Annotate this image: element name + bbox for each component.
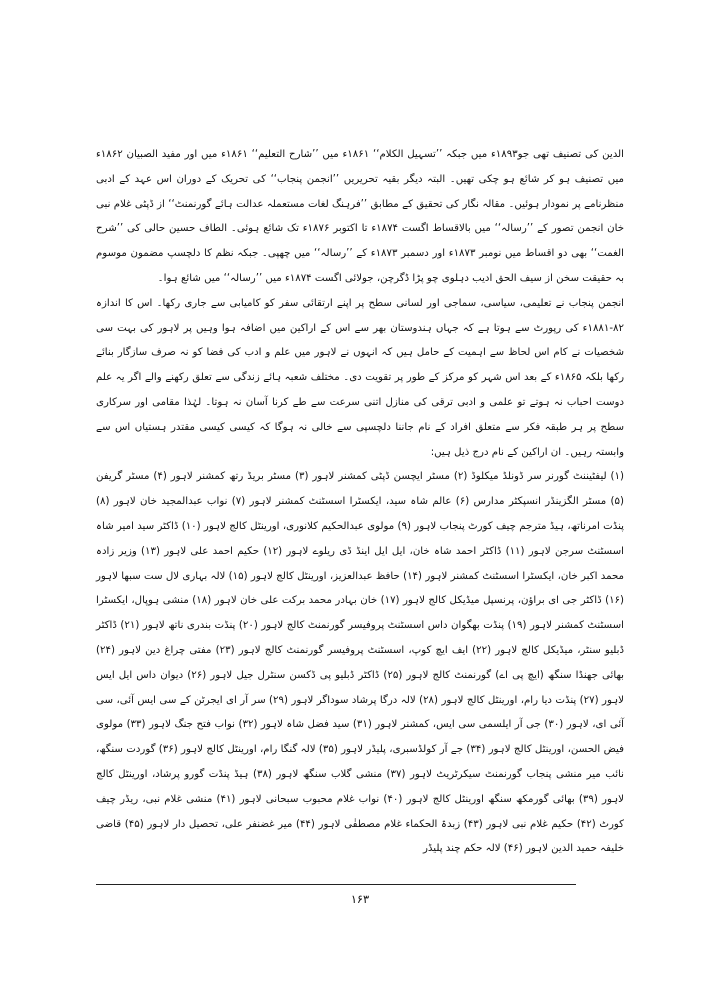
page-number: ۱۶۳ — [350, 892, 370, 906]
paragraph-1: الدین کی تصنیف تھی جو۱۸۹۳ء میں جبکہ ’’تسہیل الکلام‘‘ ۱۸۶۱ء میں ’’شارح التعلیم‘‘ ۱۸۶۱ء میں اور مفید الصبیان ۱۸۶۲ء میں تصنیف ہو کر شائع ہو چکی تھیں۔ البتہ دیگر بقیہ تحریریں ’’انجمن پنجاب‘‘ کی تحریک کے دوران اس عہد کے ادبی منظرنامے پر نمودار ہوئیں۔ مقالہ نگار کی تحقیق کے مطابق ’’فرہنگ لغات مستعملہ عدالت ہائے گورنمنٹ‘‘ از ڈپٹی غلام نبی خان انجمن تصور کے ’’رسالہ‘‘ میں بالاقساط اگست ۱۸۷۴ء تا اکتوبر ۱۸۷۶ء تک شائع ہوئی۔ الطاف حسین حالی کی ’’شرح الغمت‘‘ بھی دو اقساط میں نومبر ۱۸۷۳ء اور دسمبر ۱۸۷۳ء کے ’’رسالہ‘‘ میں چھپی۔ جبکہ نظم کا دلچسپ مضمون موسوم بہ حقیقت سخن از سیف الحق ادیب دہلوی چو پڑا ڈگرچن، جولائی اگست ۱۸۷۴ء میں ’’رسالہ‘‘ میں شائع ہوا۔ — [96, 149, 624, 284]
footer-divider — [96, 884, 576, 885]
paragraph-2: انجمن پنجاب نے تعلیمی، سیاسی، سماجی اور لسانی سطح پر اپنے ارتقائی سفر کو کامیابی سے جاری رکھا۔ اس کا اندازہ ۸۲-۱۸۸۱ء کی رپورٹ سے ہوتا ہے کہ جہاں ہندوستان بھر سے اس کے اراکین میں اضافہ ہوا وہیں پر لاہور کی بہت سی شخصیات نے کام اس لحاظ سے اہمیت کے حامل ہیں کہ انہوں نے لاہور میں علم و ادب کی فضا کو نہ صرف سازگار بنائے رکھا بلکہ ۱۸۶۵ء کے بعد اس شہر کو مرکز کے طور پر تقویت دی۔ مختلف شعبہ ہائے زندگی سے تعلق رکھنے والے اگر یہ علم دوست احباب نہ ہوتے تو علمی و ادبی ترقی کی منازل اتنی سرعت سے طے کرنا آسان نہ ہوتا۔ لہٰذا مقامی اور سرکاری سطح پر ہر طبقہ فکر سے متعلق افراد کے نام جاننا دلچسپی سے خالی نہ ہوگا کہ کیسی کیسی مقتدر ہستیاں اس سے وابستہ رہیں۔ ان اراکین کے نام درج ذیل ہیں: — [96, 297, 624, 458]
body-text — [96, 143, 624, 862]
paragraph-3-member-list: (۱) لیفٹیننٹ گورنر سر ڈونلڈ میکلوڈ (۲) مسٹر ایچسن ڈپٹی کمشنر لاہور (۳) مسٹر بریڈ رتھ کمشنر لاہور (۴) مسٹر گریفن (۵) مسٹر الگزینڈر انسپکٹر مدارس (۶) عالم شاہ سید، ایکسٹرا اسسٹنٹ کمشنر لاہور (۷) نواب عبدالمجید خان لاہور (۸) پنڈت امرناتھ، ہیڈ مترجم چیف کورٹ پنجاب لاہور (۹) مولوی عبدالحکیم کلانوری، اورینٹل کالج لاہور (۱۰) ڈاکٹر سید امیر شاہ اسسٹنٹ سرجن لاہور (۱۱) ڈاکٹر احمد شاہ خان، ایل ایل اینڈ ڈی ریلوے لاہور (۱۲) حکیم احمد علی لاہور (۱۳) وزیر زادہ محمد اکبر خان، ایکسٹرا اسسٹنٹ کمشنر لاہور (۱۴) حافظ عبدالعزیز، اورینٹل کالج لاہور (۱۵) لالہ بہاری لال ست سبھا لاہور (۱۶) ڈاکٹر جی ای براؤن، پرنسپل میڈیکل کالج لاہور (۱۷) خان بہادر محمد برکت علی خان لاہور (۱۸) منشی ہوپال، ایکسٹرا اسسٹنٹ کمشنر لاہور (۱۹) پنڈت بھگوان داس اسسٹنٹ پروفیسر گورنمنٹ کالج لاہور (۲۰) پنڈت بندری ناتھ لاہور (۲۱) ڈاکٹر ڈبلیو سنٹر، میڈیکل کالج لاہور (۲۲) ایف ایچ کوپ، اسسٹنٹ پروفیسر گورنمنٹ کالج لاہور (۲۳) مفتی چراغ دین لاہور (۲۴) بھائی جھنڈا سنگھ (ایچ پی اے) گورنمنٹ کالج لاہور (۲۵) ڈاکٹر ڈبلیو پی ڈکسن سنٹرل جیل لاہور (۲۶) دیوان داس ایل ایس لاہور (۲۷) پنڈت دیا رام، اورینٹل کالج لاہور (۲۸) لالہ درگا پرشاد سوداگر لاہور (۲۹) سر آر ای ایجرٹن کے سی ایس آئی، سی آئی ای، لاہور (۳۰) جی آر ایلسمی سی ایس، کمشنر لاہور (۳۱) سید فضل شاہ لاہور (۳۲) نواب فتح جنگ لاہور (۳۳) مولوی فیض الحسن، اورینٹل کالج لاہور (۳۴) جے آر کولڈسبری، پلیڈر لاہور (۳۵) لالہ گنگا رام، اورینٹل کالج لاہور (۳۶) گوردت سنگھ، نائب میر منشی پنجاب گورنمنٹ سیکرٹریٹ لاہور (۳۷) منشی گلاب سنگھ لاہور (۳۸) ہیڈ پنڈت گورو پرشاد، اورینٹل کالج لاہور (۳۹) بھائی گورمکھ سنگھ اورینٹل کالج لاہور (۴۰) نواب غلام محبوب سبحانی لاہور (۴۱) منشی غلام نبی، ریڈر چیف کورٹ (۴۲) حکیم غلام نبی لاہور (۴۳) زبدۃ الحکماء غلام مصطفٰی لاہور (۴۴) میر غضنفر علی، تحصیل دار لاہور (۴۵) قاضی خلیفہ حمید الدین لاہور (۴۶) لالہ حکم چند پلیڈر — [96, 471, 625, 855]
